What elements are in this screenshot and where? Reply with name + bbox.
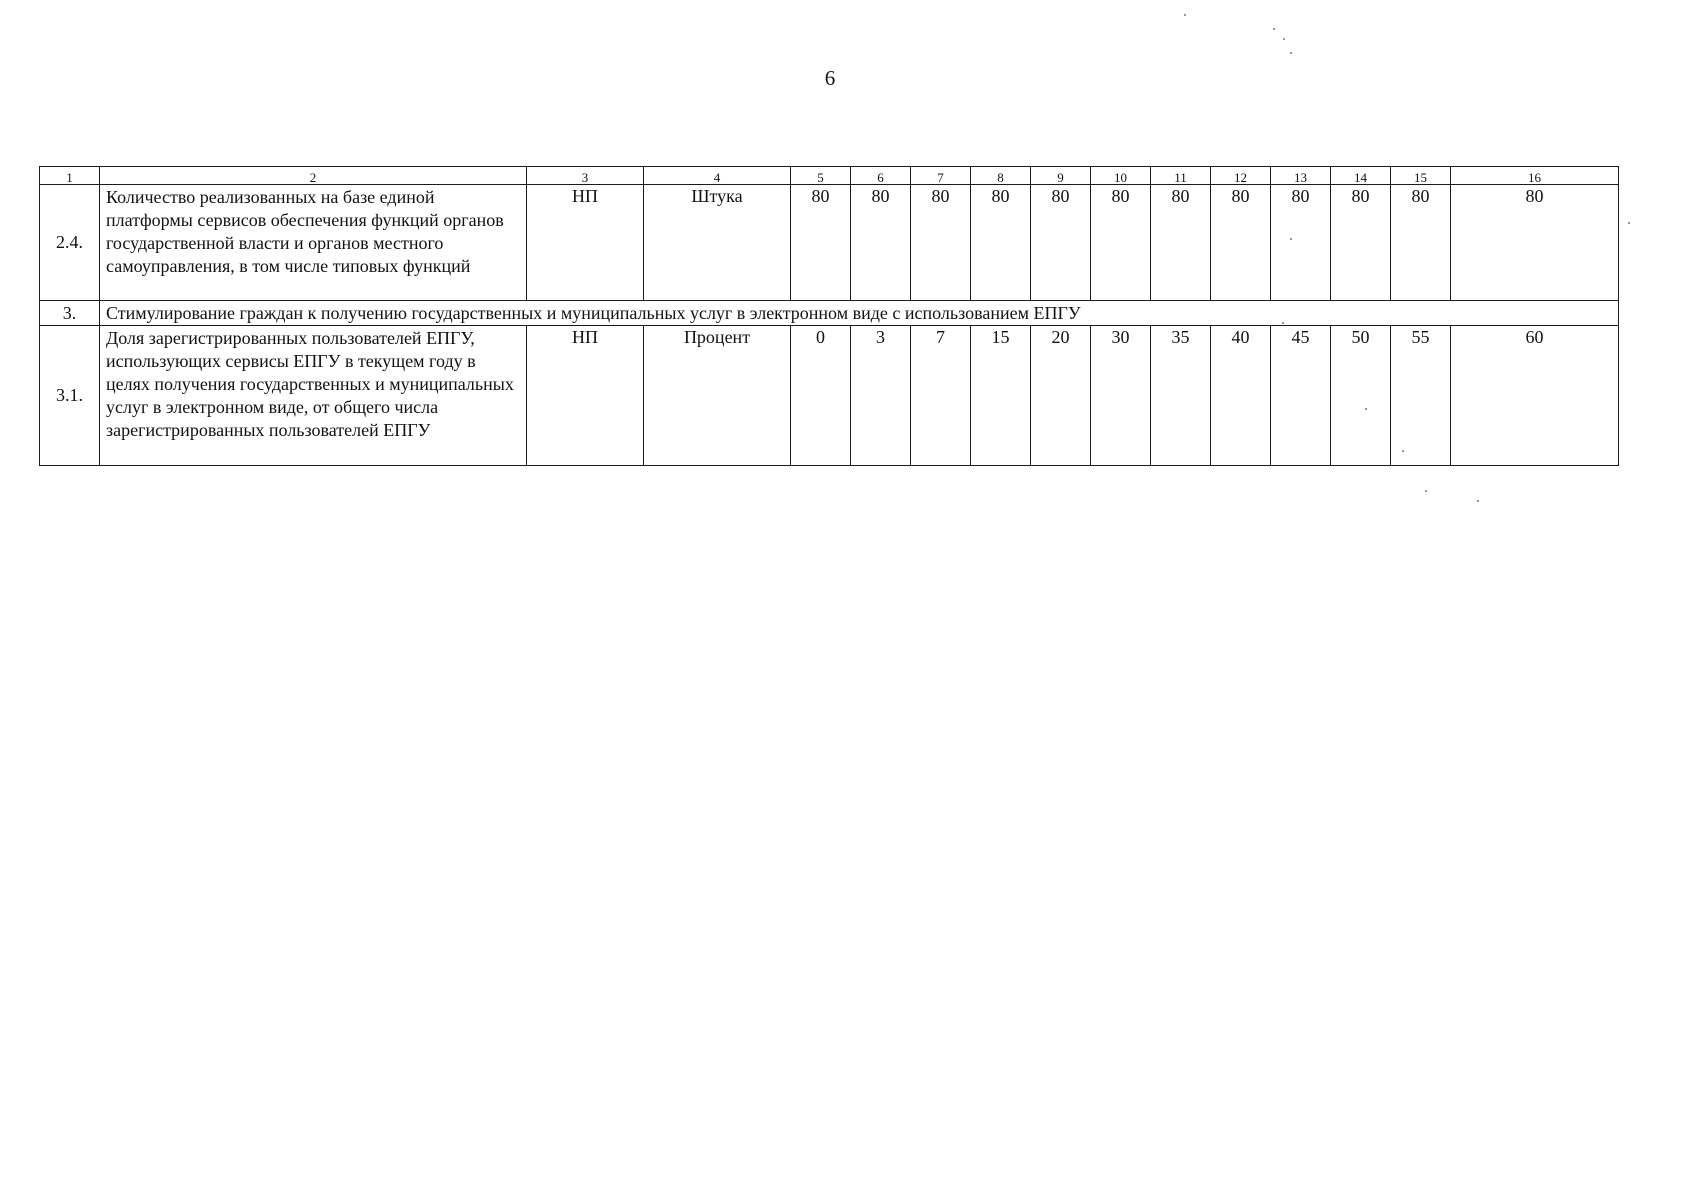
indicator-type: НП — [527, 326, 644, 466]
column-number: 4 — [644, 167, 791, 185]
indicator-value: 80 — [1151, 185, 1211, 301]
indicator-unit: Штука — [644, 185, 791, 301]
indicator-value: 55 — [1391, 326, 1451, 466]
scan-speck — [1290, 52, 1292, 54]
indicator-value: 35 — [1151, 326, 1211, 466]
indicator-name: Доля зарегистрированных пользователей ЕПГУ, использующих сервисы ЕПГУ в текущем году в целях получения государственных и муниципальных услуг в электронном виде, от общего числа зарегистрированных пользователей ЕПГУ — [100, 326, 527, 466]
section-title: Стимулирование граждан к получению государственных и муниципальных услуг в электронном виде с использованием ЕПГУ — [100, 301, 1619, 326]
indicator-value: 60 — [1451, 326, 1619, 466]
table-row — [40, 326, 1619, 466]
scan-speck — [1628, 222, 1630, 224]
indicator-value: 45 — [1271, 326, 1331, 466]
table-row — [40, 185, 1619, 301]
indicator-value: 80 — [791, 185, 851, 301]
scan-speck — [1477, 500, 1479, 502]
column-number: 11 — [1151, 167, 1211, 185]
column-number: 10 — [1091, 167, 1151, 185]
column-number: 8 — [971, 167, 1031, 185]
page-number: 6 — [824, 66, 836, 90]
indicator-value: 80 — [1271, 185, 1331, 301]
indicator-value: 80 — [1331, 185, 1391, 301]
section-number: 3. — [40, 301, 100, 326]
column-number: 13 — [1271, 167, 1331, 185]
column-number: 7 — [911, 167, 971, 185]
column-number: 6 — [851, 167, 911, 185]
indicator-type: НП — [527, 185, 644, 301]
scan-speck — [1283, 38, 1285, 40]
indicator-value: 40 — [1211, 326, 1271, 466]
indicator-value: 3 — [851, 326, 911, 466]
column-number-row — [40, 167, 1619, 185]
indicator-value: 80 — [1031, 185, 1091, 301]
column-number: 9 — [1031, 167, 1091, 185]
indicator-value: 50 — [1331, 326, 1391, 466]
indicator-unit: Процент — [644, 326, 791, 466]
indicator-value: 80 — [851, 185, 911, 301]
indicator-value: 15 — [971, 326, 1031, 466]
column-number: 14 — [1331, 167, 1391, 185]
indicator-value: 30 — [1091, 326, 1151, 466]
indicators-table — [39, 166, 1619, 466]
column-number: 1 — [40, 167, 100, 185]
indicator-value: 80 — [1211, 185, 1271, 301]
scan-speck — [1282, 322, 1284, 324]
row-number: 2.4. — [40, 185, 100, 301]
indicator-value: 80 — [971, 185, 1031, 301]
column-number: 3 — [527, 167, 644, 185]
scan-speck — [1402, 450, 1404, 452]
row-number: 3.1. — [40, 326, 100, 466]
section-row — [40, 301, 1619, 326]
column-number: 15 — [1391, 167, 1451, 185]
indicator-value: 80 — [1091, 185, 1151, 301]
indicator-value: 80 — [911, 185, 971, 301]
indicator-value: 80 — [1451, 185, 1619, 301]
scan-speck — [1290, 238, 1292, 240]
column-number: 2 — [100, 167, 527, 185]
indicator-value: 7 — [911, 326, 971, 466]
indicator-value: 0 — [791, 326, 851, 466]
indicator-value: 80 — [1391, 185, 1451, 301]
indicator-value: 20 — [1031, 326, 1091, 466]
column-number: 5 — [791, 167, 851, 185]
indicator-name: Количество реализованных на базе единой платформы сервисов обеспечения функций органов государственной власти и органов местного самоуправления, в том числе типовых функций — [100, 185, 527, 301]
scan-speck — [1425, 490, 1427, 492]
scan-speck — [1273, 28, 1275, 30]
scan-speck — [1184, 14, 1186, 16]
scan-speck — [1365, 408, 1367, 410]
column-number: 16 — [1451, 167, 1619, 185]
column-number: 12 — [1211, 167, 1271, 185]
